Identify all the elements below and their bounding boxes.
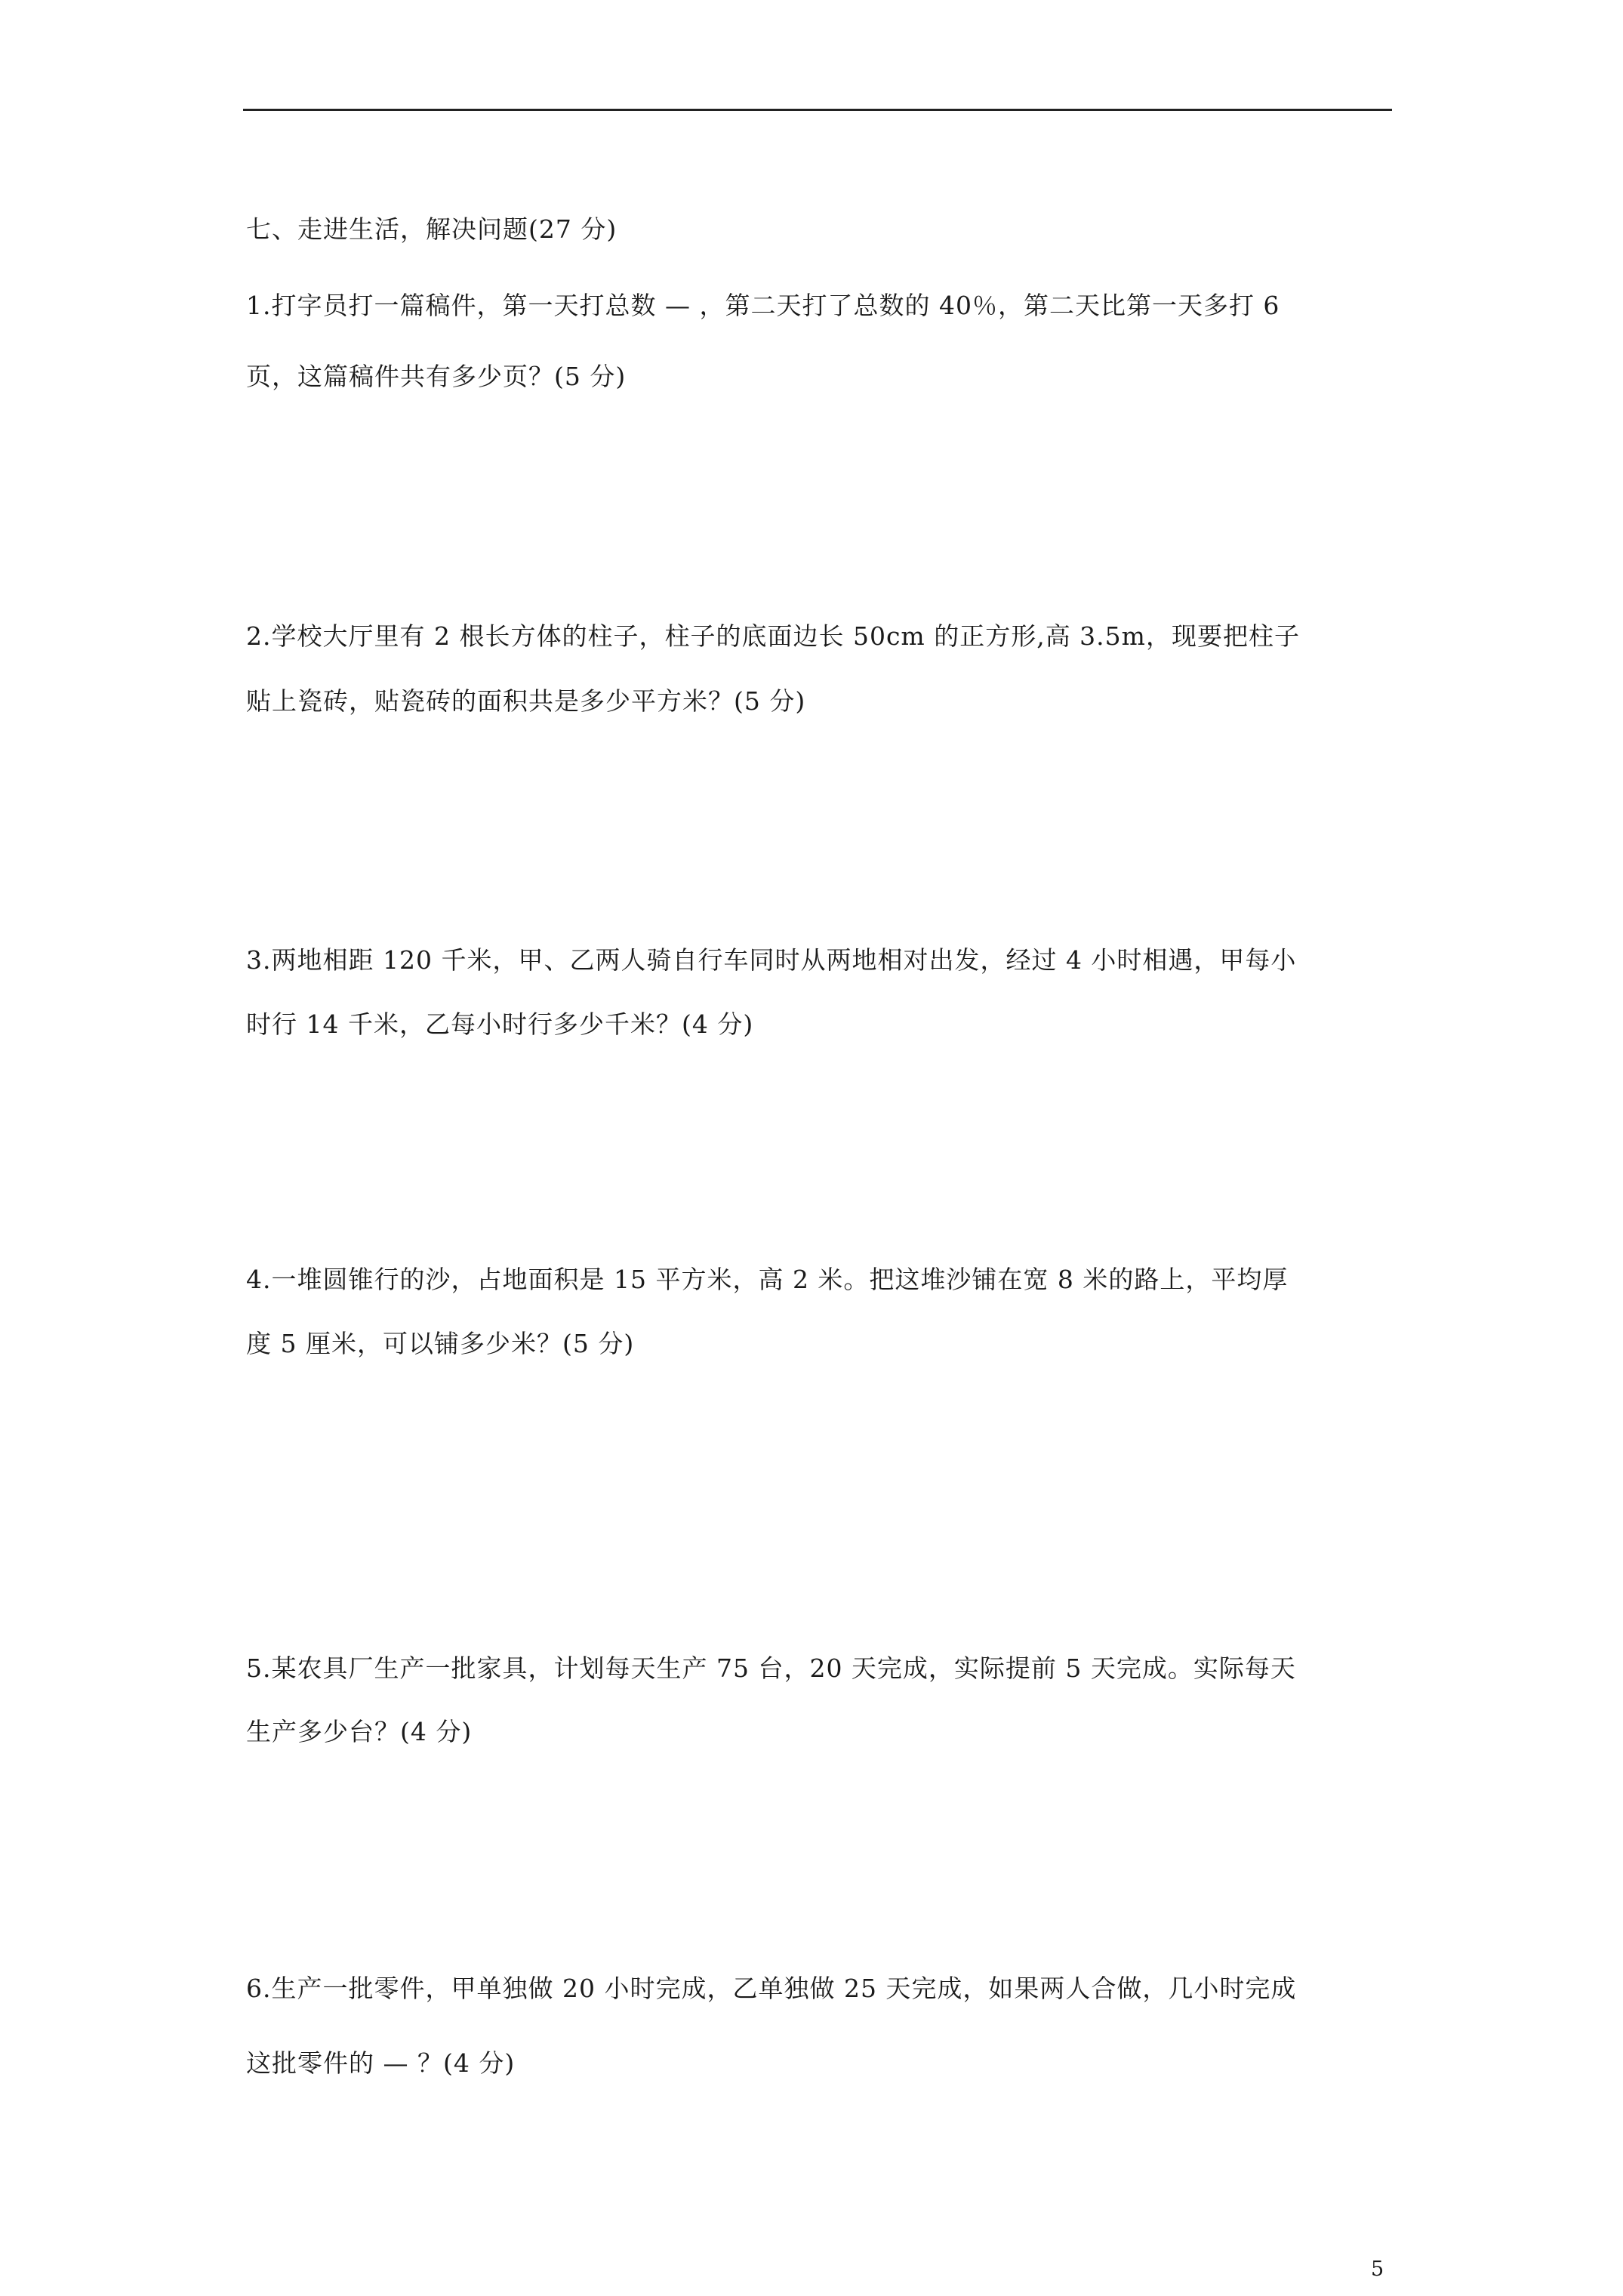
section-title: 七、走进生活，解决问题(27 分) <box>246 214 617 244</box>
problem-2-line-1: 2.学校大厅里有 2 根长方体的柱子，柱子的底面边长 50cm 的正方形,高 3.5m，现要把柱子 <box>246 621 1300 651</box>
problem-3-line-1: 3.两地相距 120 千米，甲、乙两人骑自行车同时从两地相对出发，经过 4 小时相遇，甲每小 <box>246 945 1297 975</box>
problem-6-line-1: 6.生产一批零件，甲单独做 20 小时完成，乙单独做 25 天完成，如果两人合做，几小时完成 <box>246 1974 1297 2003</box>
page-number: 5 <box>1371 2257 1384 2281</box>
problem-6-line-2: 这批零件的 — ？(4 分) <box>246 2048 516 2078</box>
problem-4-line-1: 4.一堆圆锥行的沙，占地面积是 15 平方米，高 2 米。把这堆沙铺在宽 8 米的路上，平均厚 <box>246 1265 1289 1294</box>
header-rule <box>243 109 1392 111</box>
problem-5-line-1: 5.某农具厂生产一批家具，计划每天生产 75 台，20 天完成，实际提前 5 天完成。实际每天 <box>246 1653 1296 1683</box>
problem-1-line-1: 1.打字员打一篇稿件，第一天打总数 — ，第二天打了总数的 40％，第二天比第一天多打 6 <box>246 291 1280 320</box>
problem-5-line-2: 生产多少台？(4 分) <box>246 1717 473 1746</box>
problem-4-line-2: 度 5 厘米，可以铺多少米？(5 分) <box>246 1329 635 1358</box>
problem-1-line-2: 页，这篇稿件共有多少页？(5 分) <box>246 362 627 391</box>
problem-3-line-2: 时行 14 千米，乙每小时行多少千米？(4 分) <box>246 1009 754 1039</box>
problem-2-line-2: 贴上瓷砖，贴瓷砖的面积共是多少平方米？(5 分) <box>246 686 806 716</box>
